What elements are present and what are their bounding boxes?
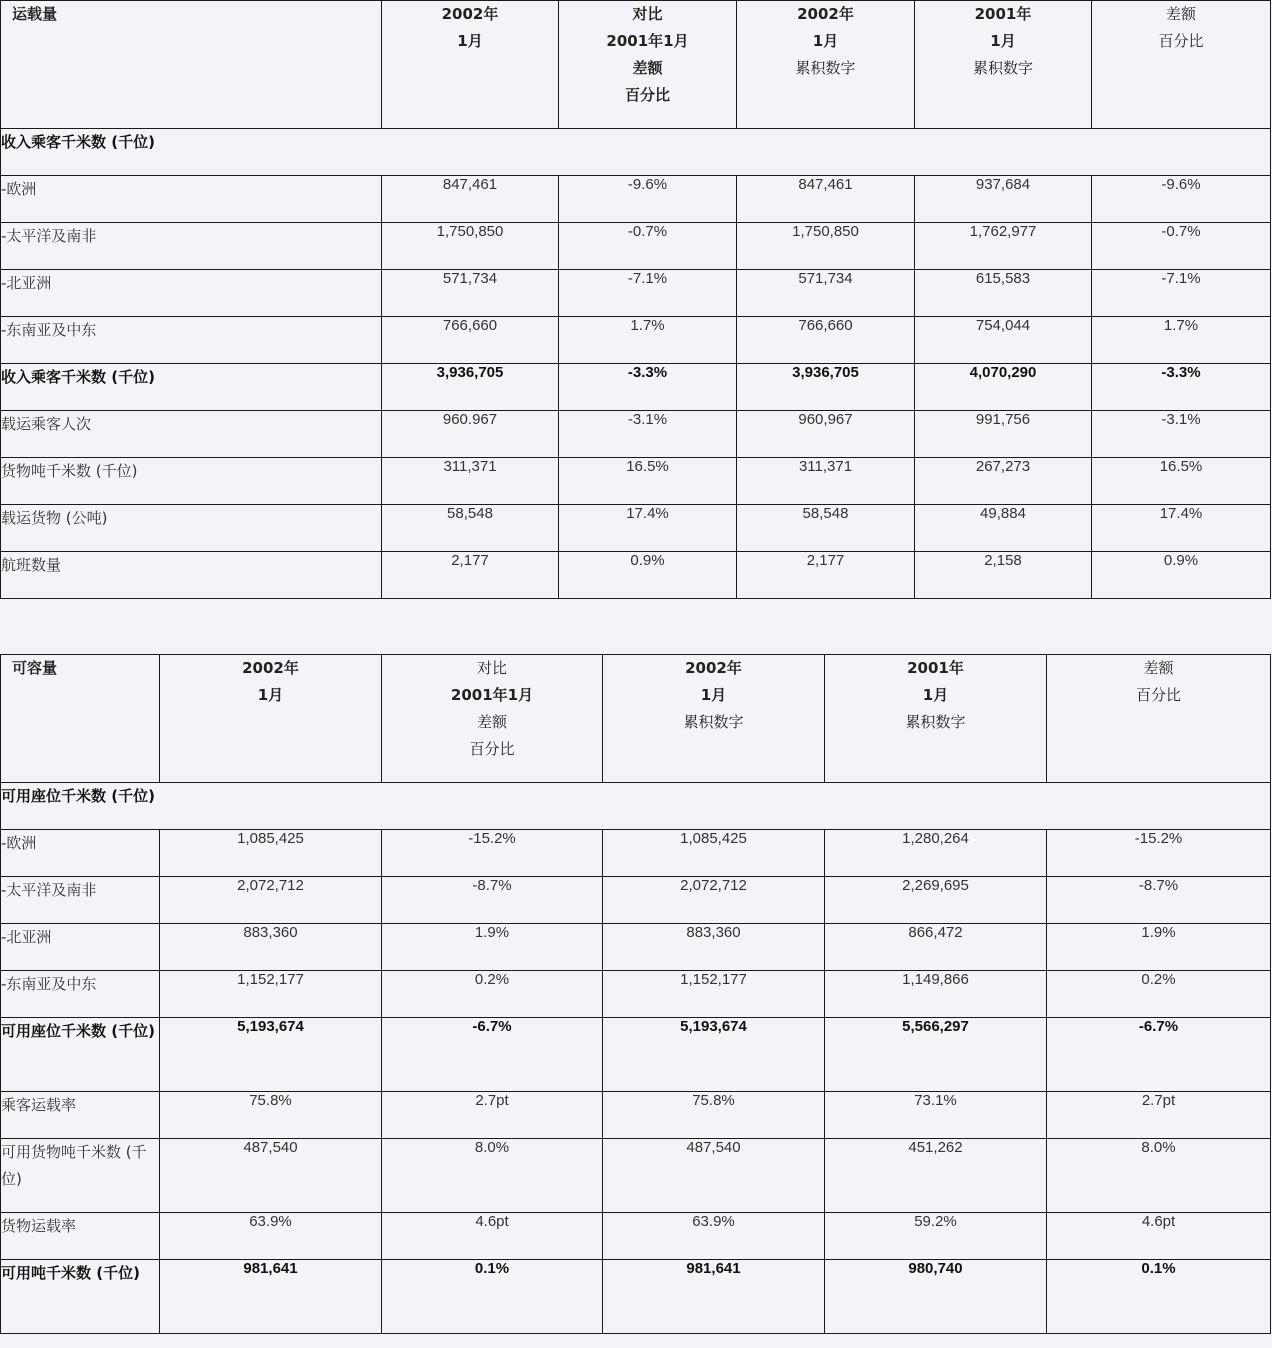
column-header: 差额 百分比: [1092, 1, 1271, 129]
column-header: 2002年 1月: [160, 655, 382, 783]
table-cell: 311,371: [382, 458, 559, 505]
table-row: [1, 223, 1271, 270]
table-cell: 5,566,297: [825, 1018, 1047, 1092]
table-cell: 1,750,850: [382, 223, 559, 270]
table-cell: 75.8%: [160, 1092, 382, 1139]
table-cell: 1,149,866: [825, 971, 1047, 1018]
table-cell: -15.2%: [382, 830, 603, 877]
table-cell: 3,936,705: [382, 364, 559, 411]
row-label: 载运乘客人次: [1, 411, 382, 458]
traffic-table: [0, 0, 1271, 599]
table-cell: 960,967: [737, 411, 915, 458]
column-header: 对比 2001年1月 差额 百分比: [382, 655, 603, 783]
table-cell: -9.6%: [559, 176, 737, 223]
column-header: 运载量: [1, 1, 382, 129]
table-cell: 75.8%: [603, 1092, 825, 1139]
section-row: [1, 783, 1271, 830]
row-label: 可用吨千米数 (千位): [1, 1260, 160, 1334]
column-header: 2001年 1月 累积数字: [915, 1, 1092, 129]
table-cell: -6.7%: [382, 1018, 603, 1092]
table-cell: 59.2%: [825, 1213, 1047, 1260]
table-cell: -8.7%: [1047, 877, 1271, 924]
column-header: 2002年 1月 累积数字: [603, 655, 825, 783]
table-cell: 49,884: [915, 505, 1092, 552]
row-label: 乘客运载率: [1, 1092, 160, 1139]
row-label: -太平洋及南非: [1, 877, 160, 924]
table-cell: 883,360: [603, 924, 825, 971]
table-cell: 2,072,712: [603, 877, 825, 924]
table-row: [1, 364, 1271, 411]
table-cell: 991,756: [915, 411, 1092, 458]
table-cell: -0.7%: [1092, 223, 1271, 270]
table-cell: 16.5%: [559, 458, 737, 505]
column-header: 2002年 1月 累积数字: [737, 1, 915, 129]
section-label: 可用座位千米数 (千位): [1, 783, 1271, 830]
row-label: 载运货物 (公吨): [1, 505, 382, 552]
table-row: [1, 458, 1271, 505]
table-row: [1, 270, 1271, 317]
table-row: [1, 411, 1271, 458]
section-label: 收入乘客千米数 (千位): [1, 129, 1271, 176]
table-cell: 0.9%: [559, 552, 737, 599]
table-cell: 980,740: [825, 1260, 1047, 1334]
table-cell: -0.7%: [559, 223, 737, 270]
table-cell: 866,472: [825, 924, 1047, 971]
table-cell: 58,548: [382, 505, 559, 552]
table-cell: 73.1%: [825, 1092, 1047, 1139]
table-cell: 58,548: [737, 505, 915, 552]
table-cell: 63.9%: [160, 1213, 382, 1260]
table-cell: 4.6pt: [1047, 1213, 1271, 1260]
table-cell: 4,070,290: [915, 364, 1092, 411]
table-cell: -3.3%: [559, 364, 737, 411]
table-row: [1, 176, 1271, 223]
table-cell: 0.2%: [382, 971, 603, 1018]
table-row: [1, 971, 1271, 1018]
table-cell: 571,734: [737, 270, 915, 317]
table-cell: 17.4%: [1092, 505, 1271, 552]
table-cell: 1,280,264: [825, 830, 1047, 877]
table-cell: 1.7%: [559, 317, 737, 364]
table-cell: 0.2%: [1047, 971, 1271, 1018]
table-row: [1, 877, 1271, 924]
column-header: 差额 百分比: [1047, 655, 1271, 783]
table-cell: 8.0%: [1047, 1139, 1271, 1213]
table-cell: 311,371: [737, 458, 915, 505]
table-cell: 2,072,712: [160, 877, 382, 924]
table-cell: 487,540: [160, 1139, 382, 1213]
table-row: [1, 1018, 1271, 1092]
table-cell: -6.7%: [1047, 1018, 1271, 1092]
table-cell: 1,762,977: [915, 223, 1092, 270]
row-label: -太平洋及南非: [1, 223, 382, 270]
table-cell: 766,660: [737, 317, 915, 364]
table-cell: 615,583: [915, 270, 1092, 317]
table-cell: 5,193,674: [160, 1018, 382, 1092]
table-cell: 937,684: [915, 176, 1092, 223]
section-row: [1, 129, 1271, 176]
table-cell: 1.7%: [1092, 317, 1271, 364]
table-cell: 3,936,705: [737, 364, 915, 411]
table-cell: 960.967: [382, 411, 559, 458]
table-cell: 267,273: [915, 458, 1092, 505]
table-cell: 2.7pt: [1047, 1092, 1271, 1139]
row-label: -北亚洲: [1, 924, 160, 971]
table-cell: 1,152,177: [160, 971, 382, 1018]
table-cell: 0.1%: [1047, 1260, 1271, 1334]
row-label: -东南亚及中东: [1, 317, 382, 364]
table-cell: 63.9%: [603, 1213, 825, 1260]
table-cell: 2,269,695: [825, 877, 1047, 924]
table-cell: 2.7pt: [382, 1092, 603, 1139]
column-header: 对比 2001年1月 差额 百分比: [559, 1, 737, 129]
table-cell: 16.5%: [1092, 458, 1271, 505]
column-header: 2001年 1月 累积数字: [825, 655, 1047, 783]
column-header: 2002年 1月: [382, 1, 559, 129]
table-row: [1, 317, 1271, 364]
row-label: 货物运载率: [1, 1213, 160, 1260]
table-cell: -9.6%: [1092, 176, 1271, 223]
header-row: [1, 1, 1271, 129]
column-header: 可容量: [1, 655, 160, 783]
table-cell: 1,750,850: [737, 223, 915, 270]
table-row: [1, 505, 1271, 552]
table-cell: 981,641: [603, 1260, 825, 1334]
table-row: [1, 924, 1271, 971]
table-cell: 2,177: [737, 552, 915, 599]
table-cell: 4.6pt: [382, 1213, 603, 1260]
row-label: 可用座位千米数 (千位): [1, 1018, 160, 1092]
table-cell: -3.1%: [1092, 411, 1271, 458]
table-cell: 451,262: [825, 1139, 1047, 1213]
table-cell: 487,540: [603, 1139, 825, 1213]
table-row: [1, 1092, 1271, 1139]
table-row: [1, 830, 1271, 877]
table-cell: 571,734: [382, 270, 559, 317]
table-cell: 847,461: [737, 176, 915, 223]
row-label: 可用货物吨千米数 (千位): [1, 1139, 160, 1213]
table-cell: -8.7%: [382, 877, 603, 924]
table-cell: 847,461: [382, 176, 559, 223]
table-cell: 2,158: [915, 552, 1092, 599]
table-cell: 754,044: [915, 317, 1092, 364]
table-cell: -3.3%: [1092, 364, 1271, 411]
row-label: -欧洲: [1, 176, 382, 223]
row-label: -东南亚及中东: [1, 971, 160, 1018]
table-cell: -15.2%: [1047, 830, 1271, 877]
row-label: 收入乘客千米数 (千位): [1, 364, 382, 411]
table-row: [1, 1139, 1271, 1213]
table-cell: 1.9%: [382, 924, 603, 971]
table-cell: 2,177: [382, 552, 559, 599]
table-cell: 5,193,674: [603, 1018, 825, 1092]
header-row: [1, 655, 1271, 783]
table-cell: 1,085,425: [160, 830, 382, 877]
capacity-table: [0, 654, 1271, 1334]
table-cell: -7.1%: [1092, 270, 1271, 317]
table-cell: 883,360: [160, 924, 382, 971]
table-cell: 1,085,425: [603, 830, 825, 877]
table-cell: 0.9%: [1092, 552, 1271, 599]
row-label: -欧洲: [1, 830, 160, 877]
table-row: [1, 1213, 1271, 1260]
table-cell: -3.1%: [559, 411, 737, 458]
table-cell: 0.1%: [382, 1260, 603, 1334]
table-cell: 766,660: [382, 317, 559, 364]
row-label: 货物吨千米数 (千位): [1, 458, 382, 505]
table-cell: 981,641: [160, 1260, 382, 1334]
table-cell: -7.1%: [559, 270, 737, 317]
table-cell: 8.0%: [382, 1139, 603, 1213]
row-label: -北亚洲: [1, 270, 382, 317]
table-cell: 17.4%: [559, 505, 737, 552]
table-cell: 1,152,177: [603, 971, 825, 1018]
table-row: [1, 552, 1271, 599]
row-label: 航班数量: [1, 552, 382, 599]
table-row: [1, 1260, 1271, 1334]
table-cell: 1.9%: [1047, 924, 1271, 971]
